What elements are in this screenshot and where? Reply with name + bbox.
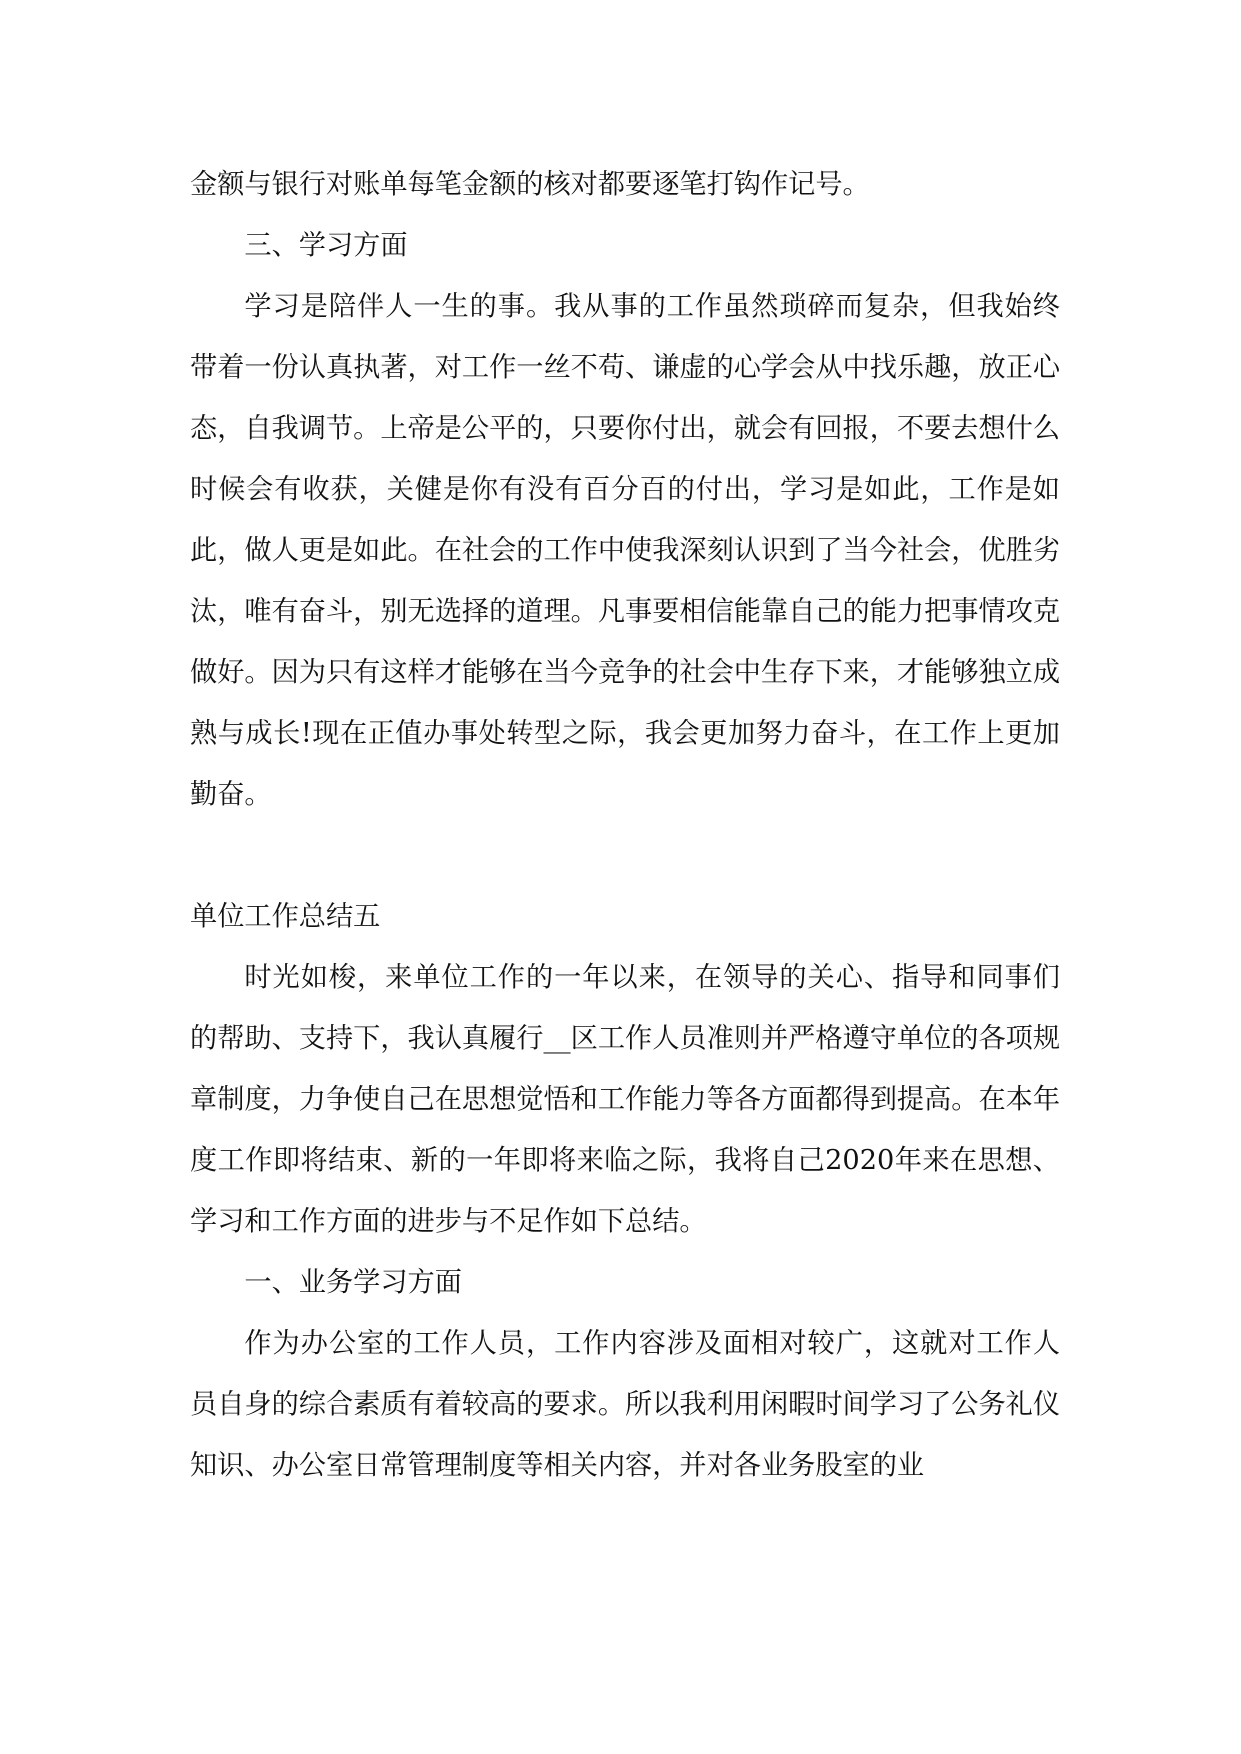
- paragraph-intro: 时光如梭，来单位工作的一年以来，在领导的关心、指导和同事们的帮助、支持下，我认真履行__区工作人员准则并严格遵守单位的各项规章制度，力争使自己在思想觉悟和工作能力等各方面都得到提高。在本年度工作即将结束、新的一年即将来临之际，我将自己2020年来在思想、学习和工作方面的进步与不足作如下总结。: [190, 962, 1061, 1237]
- document-body: [190, 154, 1060, 1496]
- paragraph-continuation: 金额与银行对账单每笔金额的核对都要逐笔打钩作记号。: [190, 169, 870, 200]
- heading-business: 一、业务学习方面: [244, 1267, 462, 1298]
- heading-study: 三、学习方面: [244, 230, 408, 261]
- paragraph-business: 作为办公室的工作人员，工作内容涉及面相对较广，这就对工作人员自身的综合素质有着较高的要求。所以我利用闲暇时间学习了公务礼仪知识、办公室日常管理制度等相关内容，并对各业务股室的业: [190, 1328, 1061, 1481]
- paragraph-study: 学习是陪伴人一生的事。我从事的工作虽然琐碎而复杂，但我始终带着一份认真执著，对工作一丝不苟、谦虚的心学会从中找乐趣，放正心态，自我调节。上帝是公平的，只要你付出，就会有回报，不要去想什么时候会有收获，关健是你有没有百分百的付出，学习是如此，工作是如此，做人更是如此。在社会的工作中使我深刻认识到了当今社会，优胜劣汰，唯有奋斗，别无选择的道理。凡事要相信能靠自己的能力把事情攻克做好。因为只有这样才能够在当今竞争的社会中生存下来，才能够独立成熟与成长!现在正值办事处转型之际，我会更加努力奋斗，在工作上更加勤奋。: [190, 291, 1061, 810]
- section-gap: [190, 825, 1060, 886]
- section-title: 单位工作总结五: [190, 901, 381, 932]
